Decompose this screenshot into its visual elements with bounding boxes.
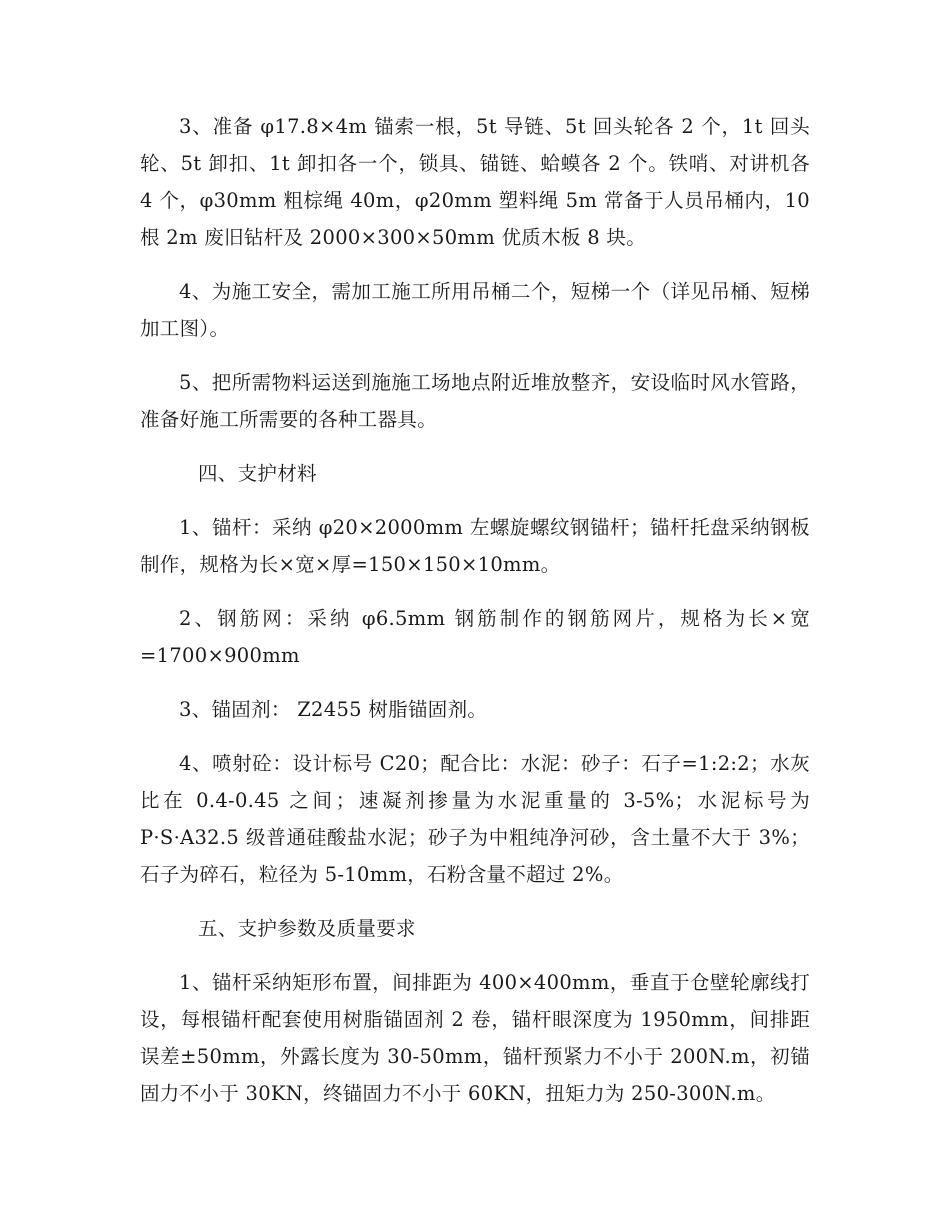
paragraph-anchor-rod: 1、锚杆：采纳 φ20×2000mm 左螺旋螺纹钢锚杆；锚杆托盘采纳钢板制作，规格为长×宽×厚=150×150×10mm。 <box>140 516 810 576</box>
paragraph-steel-mesh: 2、钢筋网：采纳 φ6.5mm 钢筋制作的钢筋网片，规格为长×宽=1700×900mm <box>140 607 810 667</box>
section-heading-support-materials: 四、支护材料 <box>198 462 317 485</box>
paragraph-bucket-ladder: 4、为施工安全，需加工施工所用吊桶二个，短梯一个（详见吊桶、短梯加工图）。 <box>140 280 810 340</box>
paragraph-materials-list: 3、准备 φ17.8×4m 锚索一根，5t 导链、5t 回头轮各 2 个，1t 回头轮、5t 卸扣、1t 卸扣各一个，锁具、锚链、蛤蟆各 2 个。铁哨、对讲机各 4 个，φ30mm 粗棕绳 40m，φ20mm 塑料绳 5m 常备于人员吊桶内，10 根 2m 废旧钻杆及 2000×300×50mm 优质木板 8 块。 <box>140 115 810 249</box>
paragraph-anchoring-agent: 3、锚固剂： Z2455 树脂锚固剂。 <box>179 698 488 721</box>
paragraph-transport: 5、把所需物料运送到施施工场地点附近堆放整齐，安设临时风水管路，准备好施工所需要的各种工器具。 <box>140 371 810 431</box>
document-body <box>140 108 810 1129</box>
paragraph-shotcrete: 4、喷射砼：设计标号 C20；配合比：水泥：砂子：石子=1:2:2；水灰比在 0.4-0.45 之间；速凝剂掺量为水泥重量的 3-5%；水泥标号为 P·S·A32.5 级普通硅酸盐水泥；砂子为中粗纯净河砂，含土量不大于 3%；石子为碎石，粒径为 5-10mm，石粉含量不超过 2%。 <box>140 752 810 886</box>
paragraph-anchor-layout: 1、锚杆采纳矩形布置，间排距为 400×400mm，垂直于仓壁轮廓线打设，每根锚杆配套使用树脂锚固剂 2 卷，锚杆眼深度为 1950mm，间排距误差±50mm，外露长度为 30-50mm，锚杆预紧力不小于 200N.m，初锚固力不小于 30KN，终锚固力不小于 60KN，扭矩力为 250-300N.m。 <box>140 971 810 1105</box>
section-heading-support-parameters: 五、支护参数及质量要求 <box>198 917 416 940</box>
